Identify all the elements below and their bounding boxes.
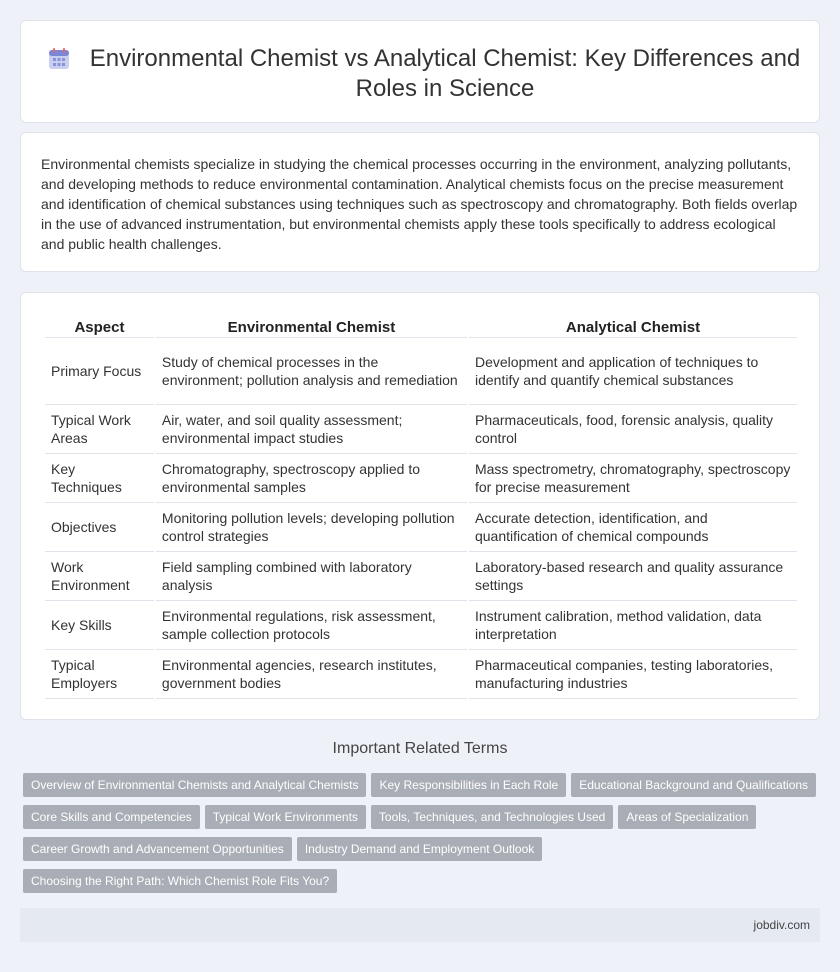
row-analytical: Accurate detection, identification, and quantification of chemical compounds [469,503,797,552]
related-tag[interactable]: Career Growth and Advancement Opportunities [23,837,292,861]
row-environmental: Environmental agencies, research institutes, government bodies [156,650,467,699]
row-aspect: Objectives [45,503,154,552]
header-aspect: Aspect [45,311,154,338]
related-tag[interactable]: Typical Work Environments [205,805,366,829]
row-analytical: Mass spectrometry, chromatography, spectroscopy for precise measurement [469,454,797,503]
table-row [45,601,797,650]
related-tag[interactable]: Choosing the Right Path: Which Chemist Role Fits You? [23,869,337,893]
row-aspect: Primary Focus [45,338,154,405]
related-terms-title: Important Related Terms [332,740,508,757]
table-row [45,454,797,503]
comparison-table [43,311,799,699]
intro-card [20,132,820,272]
comparison-card [20,292,820,720]
related-tag[interactable]: Overview of Environmental Chemists and Analytical Chemists [23,773,366,797]
related-tag[interactable]: Tools, Techniques, and Technologies Used [371,805,613,829]
row-environmental: Chromatography, spectroscopy applied to environmental samples [156,454,467,503]
row-analytical: Laboratory-based research and quality assurance settings [469,552,797,601]
row-analytical: Pharmaceutical companies, testing laboratories, manufacturing industries [469,650,797,699]
header-environmental: Environmental Chemist [156,311,467,338]
row-aspect: Typical Employers [45,650,154,699]
table-row [45,405,797,454]
related-tag[interactable]: Core Skills and Competencies [23,805,200,829]
row-analytical: Pharmaceuticals, food, forensic analysis, quality control [469,405,797,454]
table-row [45,338,797,405]
page-title: Environmental Chemist vs Analytical Chemist: Key Differences and Roles in Science [89,45,801,102]
intro-text: Environmental chemists specialize in studying the chemical processes occurring in the environment, analyzing pollutants, and developing methods to reduce environmental contamination. Analytical chemists focus on the precise measurement and identification of chemical substances using techniques such as spectroscopy and chromatography. Both fields overlap in the use of advanced instrumentation, but environmental chemists apply these tools specifically to address ecological and public health challenges. [41,156,798,252]
related-tag[interactable]: Educational Background and Qualifications [571,773,816,797]
row-aspect: Key Skills [45,601,154,650]
title-card [20,20,820,123]
footer [20,908,820,942]
row-analytical: Development and application of techniques to identify and quantify chemical substances [469,338,797,405]
table-row [45,552,797,601]
row-aspect: Typical Work Areas [45,405,154,454]
header-analytical: Analytical Chemist [469,311,797,338]
row-analytical: Instrument calibration, method validation, data interpretation [469,601,797,650]
table-row [45,503,797,552]
related-tag[interactable]: Industry Demand and Employment Outlook [297,837,542,861]
row-environmental: Environmental regulations, risk assessment, sample collection protocols [156,601,467,650]
footer-site[interactable]: jobdiv.com [753,918,810,932]
table-row [45,650,797,699]
calendar-icon [47,47,71,71]
related-tag[interactable]: Key Responsibilities in Each Role [371,773,566,797]
row-environmental: Monitoring pollution levels; developing pollution control strategies [156,503,467,552]
related-tag[interactable]: Areas of Specialization [618,805,756,829]
row-environmental: Study of chemical processes in the environment; pollution analysis and remediation [156,338,467,405]
related-terms-list [23,773,823,901]
row-environmental: Air, water, and soil quality assessment; environmental impact studies [156,405,467,454]
row-environmental: Field sampling combined with laboratory analysis [156,552,467,601]
row-aspect: Work Environment [45,552,154,601]
row-aspect: Key Techniques [45,454,154,503]
table-header-row [45,311,797,338]
